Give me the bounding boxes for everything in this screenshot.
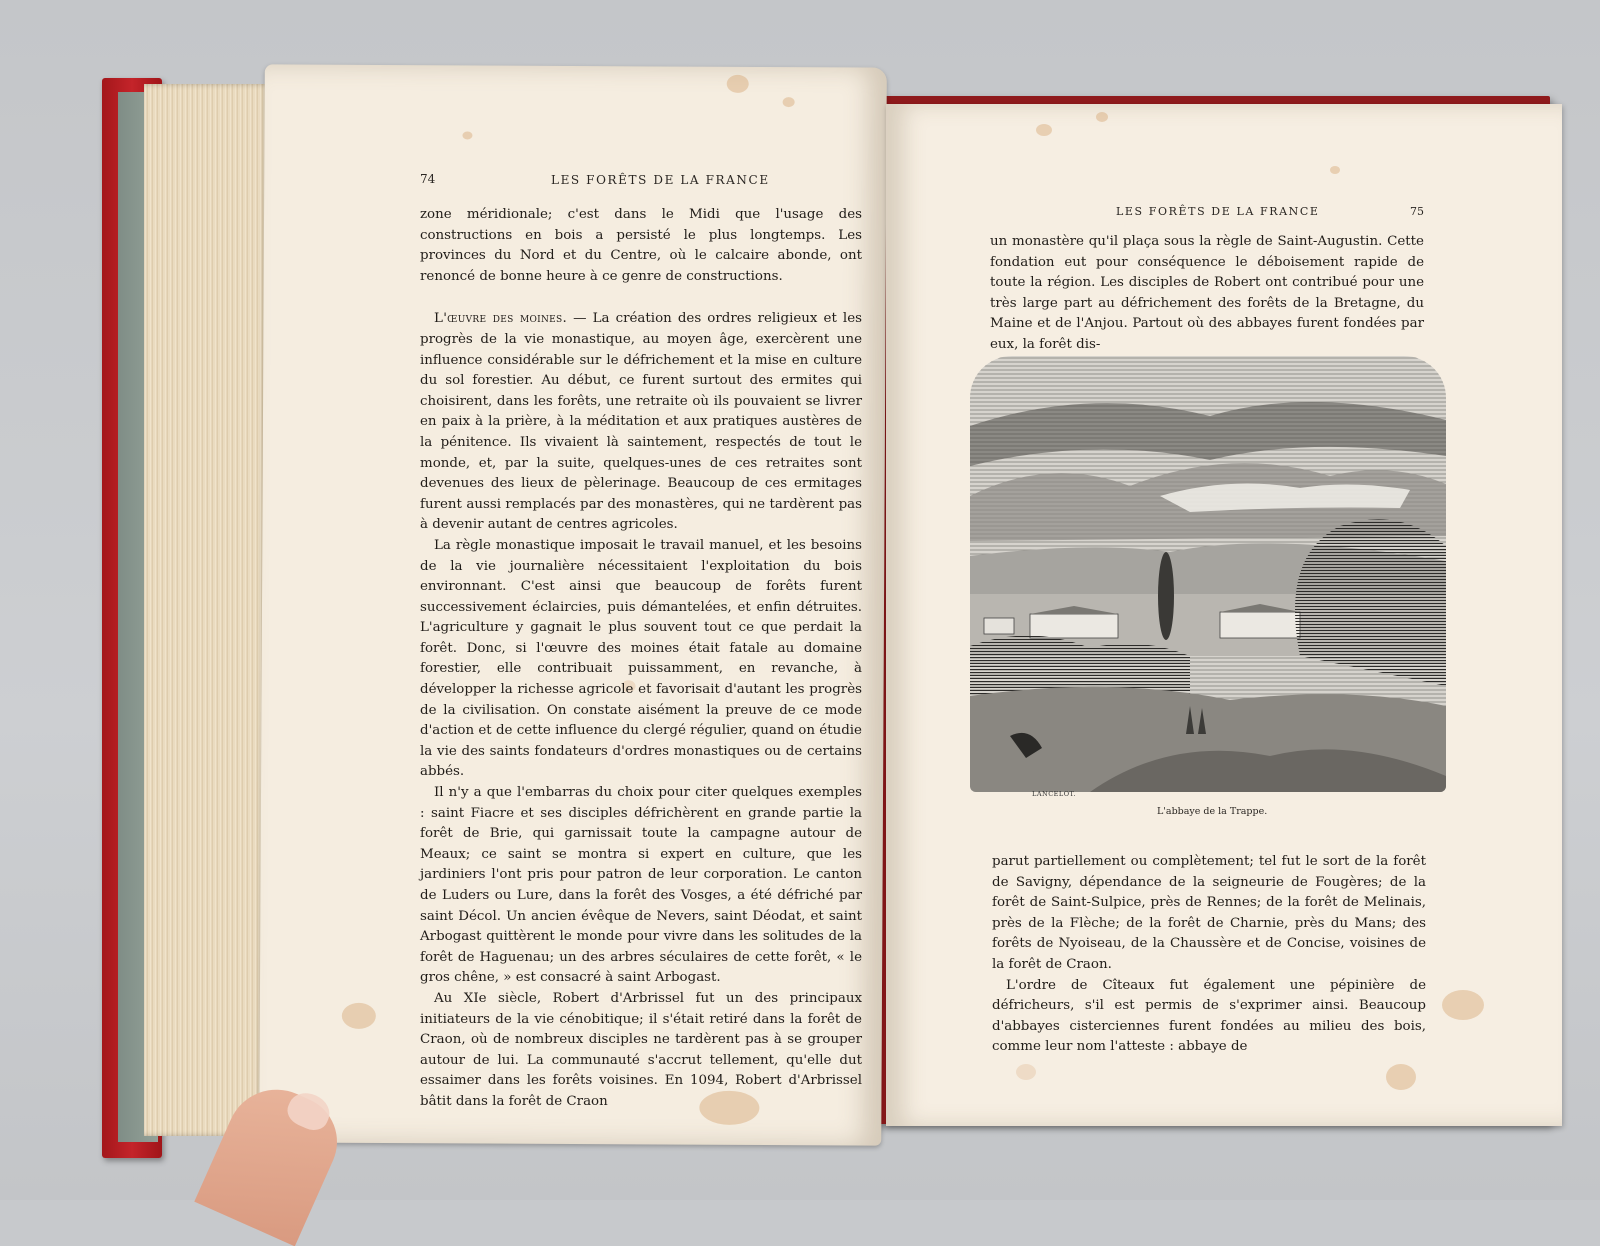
left-paragraph-5: Au XIe siècle, Robert d'Arbrissel fut un des principaux initiateurs de la vie cénobitique; il s'était retiré dans la forêt de Craon, où de nombreux disciples ne tardèrent pas à se grouper autour de lui. La communauté s'accrut tellement, qu'elle dut essaimer dans les forêts voisines. En 1094, Robert d'Arbrissel bâtit dans la forêt de Craon [420,990,862,1109]
left-paragraph-1: zone méridionale; c'est dans le Midi que l'usage des constructions en bois a persisté le plus longtemps. Les provinces du Nord et du Centre, où le calcaire abonde, ont renoncé de bonne heure à ce genre de constructions. [420,207,862,284]
left-paragraph-4: Il n'y a que l'embarras du choix pour citer quelques exemples : saint Fiacre et ses disciples défrichèrent en grande partie la forêt de Brie, qui garnissait toute la campagne autour de Meaux; ce saint se montra si expert en culture, que les jardiniers l'ont pris pour patron de leur corporation. Le canton de Luders ou Lure, dans la forêt des Vosges, a été défriché par saint Décol. Un ancien évêque de Nevers, saint Déodat, et saint Arbogast quittèrent le monde pour vivre dans les solitudes de la forêt de Haguenau; un des arbres séculaires de cette forêt, « le gros chêne, » est consacré à saint Arbogast. [420,785,862,986]
right-running-head: LES FORÊTS DE LA FRANCE [1116,205,1320,218]
right-folio: 75 [1410,205,1424,218]
left-paragraph-2-text: — La création des ordres religieux et les progrès de la vie monastique, au moyen âge, exercèrent une influence considérable sur le défrichement et la mise en culture du sol forestier. Au début, ce furent surtout des ermites qui choisirent, dans les forêts, une retraite où ils pouvaient se livrer en paix à la prière, à la méditation et aux pratiques austères de la pénitence. Ils vivaient là saintement, respectés de tout le monde, et, par la suite, quelques-unes de ces retraites sont devenues des lieux de pèlerinage. Beaucoup de ces ermitages furent aussi remplacés par des monastères, qui ne tardèrent pas à devenir autant de centres agricoles. [420,311,862,533]
right-text-block-bottom [992,852,1426,1058]
right-paragraph-2: parut partiellement ou complètement; tel fut le sort de la forêt de Savigny, dépendance de la seigneurie de Fougères; de la forêt de Saint-Sulpice, près de Rennes; de la forêt de Melinais, près de la Flèche; de la forêt de Charnie, près du Mans; des forêts de Nyoiseau, de la Chaussère et de Concise, voisines de la forêt de Craon. [992,854,1426,972]
page-block-edge [144,84,272,1136]
left-folio: 74 [420,172,436,186]
right-paragraph-1: un monastère qu'il plaça sous la règle de Saint-Augustin. Cette fondation eut pour conséquence le déboisement rapide de toute la région. Les disciples de Robert ont contribué pour une très large part au défrichement des forêts de la Bretagne, du Maine et de l'Anjou. Partout où des abbayes furent fondées par eux, la forêt dis- [990,234,1424,352]
section-heading: L'œuvre des moines. [434,311,568,327]
left-text-block [420,205,862,1113]
left-paragraph-3: La règle monastique imposait le travail manuel, et les besoins de la vie journalière nécessitaient l'exploitation du bois environnant. C'est ainsi que beaucoup de forêts furent successivement éclaircies, puis démantelées, et enfin détruites. L'agriculture y gagnait le plus souvent tout ce que perdait la forêt. Donc, si l'œuvre des moines était fatale au domaine forestier, elle contribuait puissamment, en revanche, à développer la richesse agricole et favorisait d'autant les progrès de la civilisation. On constate aisément la preuve de ce mode d'action et de cette influence du clergé régulier, quand on étudie la vie des saints fondateurs d'ordres monastiques ou de certains abbés. [420,537,862,780]
engraving-abbaye-de-la-trappe [970,356,1446,792]
engraving-caption: L'abbaye de la Trappe. [1157,806,1268,817]
left-paragraph-2 [420,309,862,536]
right-paragraph-3: L'ordre de Cîteaux fut également une pépinière de défricheurs, s'il est permis de s'exprimer ainsi. Beaucoup d'abbayes cisterciennes furent fondées au milieu des bois, comme leur nom l'atteste : abbaye de [992,977,1426,1055]
right-text-block-top [990,232,1424,356]
left-running-head: LES FORÊTS DE LA FRANCE [551,173,770,187]
engraving-signature: LANCELOT. [1032,790,1077,798]
